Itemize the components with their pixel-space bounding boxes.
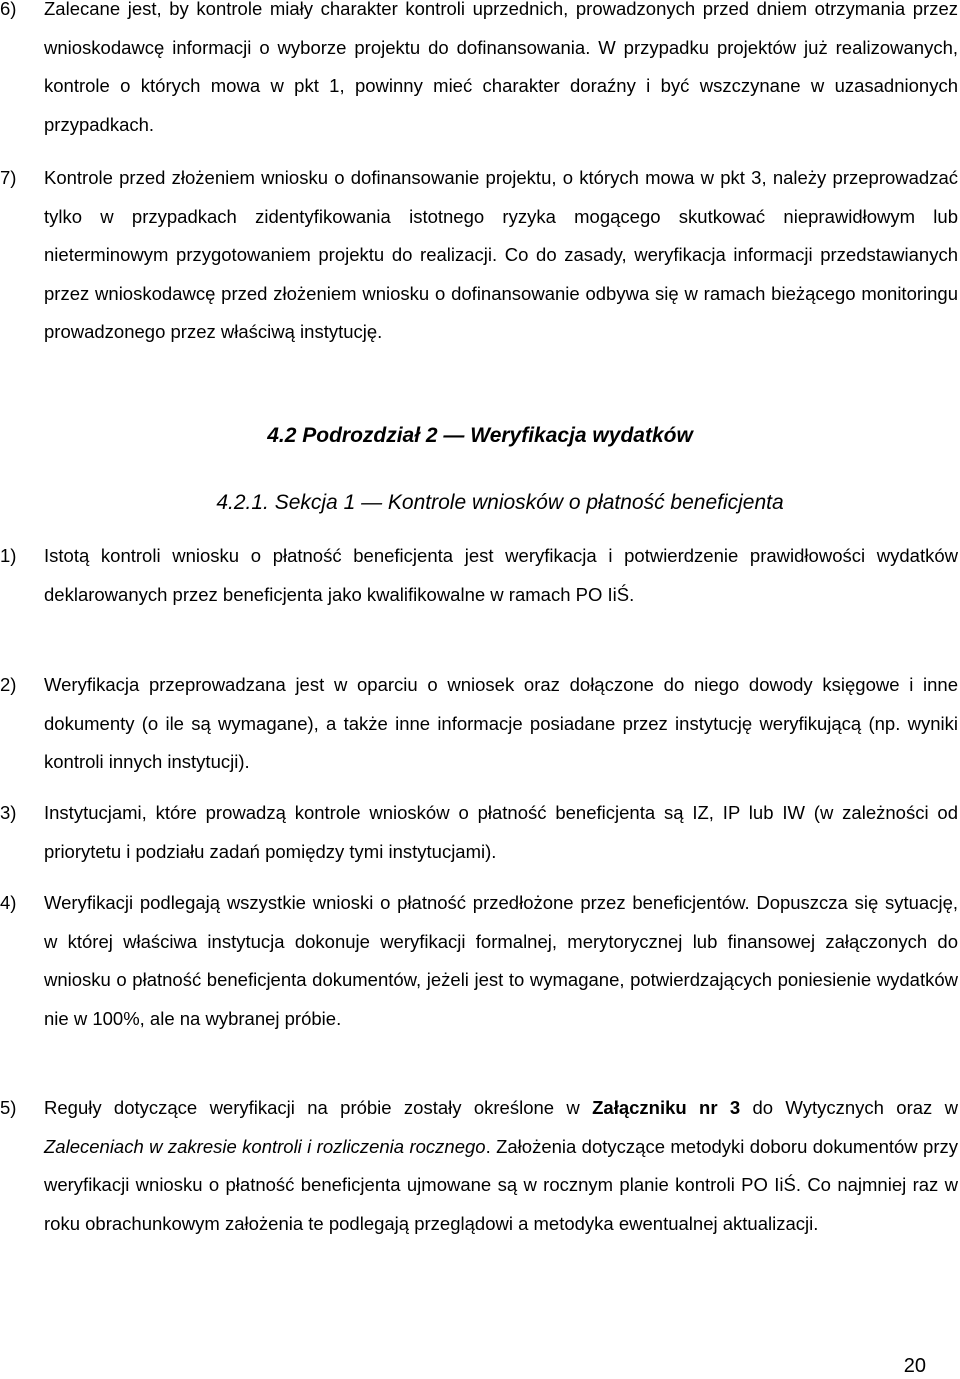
list-item — [0, 537, 958, 614]
item-text: Weryfikacji podlegają wszystkie wnioski o płatność przedłożone przez beneficjentów. Dopuszcza się sytuację, w której właściwa instytucja dokonuje weryfikacji formalnej, merytorycznej lub finansowej załączonych do wniosku o płatność beneficjenta dokumentów, jeżeli jest to wymagane, potwierdzających poniesienie wydatków nie w 100%, ale na wybranej próbie. — [44, 892, 958, 1029]
list-item — [0, 666, 958, 782]
annex-reference: Załączniku nr 3 — [592, 1097, 741, 1118]
section-heading: 4.2.1. Sekcja 1 — Kontrole wniosków o płatność beneficjenta — [216, 491, 784, 514]
list-item — [0, 0, 958, 144]
page-number: 20 — [903, 1355, 926, 1377]
subchapter-heading: 4.2 Podrozdział 2 — Weryfikacja wydatków — [267, 424, 693, 447]
list-item — [0, 1089, 958, 1243]
document-title: Zaleceniach w zakresie kontroli i rozliczenia rocznego — [44, 1135, 486, 1157]
item-number: 4) — [0, 892, 17, 913]
text-run: do Wytycznych oraz w — [740, 1097, 958, 1118]
item-text: Weryfikacja przeprowadzana jest w oparciu o wniosek oraz dołączone do niego dowody księgowe i inne dokumenty (o ile są wymagane), a także inne informacje posiadane przez instytucję weryfikującą (np. wyniki kontroli innych instytucji). — [44, 674, 958, 773]
item-number: 2) — [0, 674, 17, 695]
item-number: 1) — [0, 545, 17, 566]
item-text: Zalecane jest, by kontrole miały charakter kontroli uprzednich, prowadzonych przed dniem otrzymania przez wnioskodawcę informacji o wyborze projektu do dofinansowania. W przypadku projektów już realizowanych, kontrole o których mowa w pkt 1, powinny mieć charakter doraźny i być wszczynane w uzasadnionych przypadkach. — [44, 0, 958, 135]
item-text: Istotą kontroli wniosku o płatność beneficjenta jest weryfikacja i potwierdzenie prawidłowości wydatków deklarowanych przez beneficjenta jako kwalifikowalne w ramach PO IiŚ. — [44, 545, 958, 605]
item-number: 5) — [0, 1097, 17, 1118]
item-text: Kontrole przed złożeniem wniosku o dofinansowanie projektu, o których mowa w pkt 3, należy przeprowadzać tylko w przypadkach zidentyfikowania istotnego ryzyka mogącego skutkować nieprawidłowym lub nieterminowym przygotowaniem projektu do realizacji. Co do zasady, weryfikacja informacji przedstawianych przez wnioskodawcę przed złożeniem wniosku o dofinansowanie odbywa się w ramach bieżącego monitoringu prowadzonego przez właściwą instytucję. — [44, 167, 958, 343]
list-item — [0, 159, 958, 352]
text-run: Reguły dotyczące weryfikacji na próbie zostały określone w — [44, 1097, 593, 1118]
list-item — [0, 794, 958, 871]
item-number: 3) — [0, 802, 17, 823]
item-number: 7) — [0, 167, 17, 188]
item-number: 6) — [0, 0, 17, 19]
list-item — [0, 884, 958, 1038]
item-text: Instytucjami, które prowadzą kontrole wniosków o płatność beneficjenta są IZ, IP lub IW (w zależności od priorytetu i podziału zadań pomiędzy tymi instytucjami). — [44, 802, 958, 862]
item-text — [44, 1089, 958, 1243]
text-run: . Założenia dotyczące metodyki doboru dokumentów przy weryfikacji wniosku o płatność beneficjenta ujmowane są w rocznym planie kontroli PO IiŚ. Co najmniej raz w roku obrachunkowym założenia te podlegają przeglądowi a metodyka ewentualnej aktualizacji. — [44, 1135, 958, 1234]
